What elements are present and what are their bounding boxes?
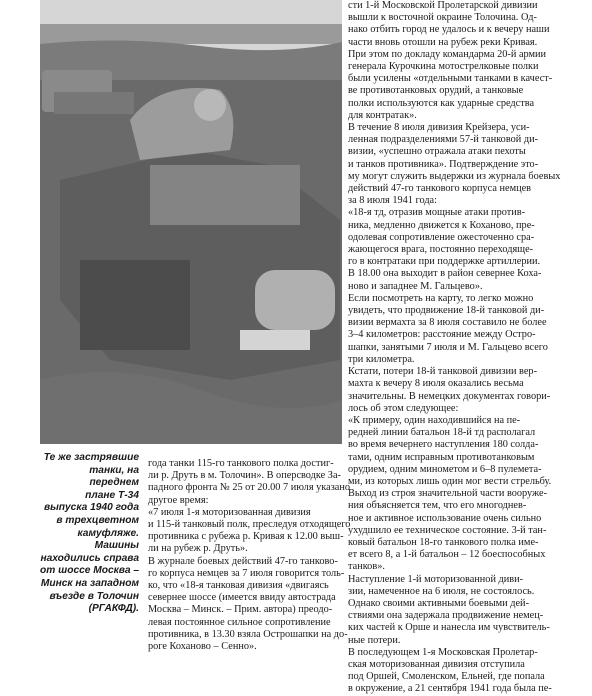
text-line: При этом по докладу командарма 20-й армии	[348, 48, 547, 60]
caption-line: камуфляже.	[77, 527, 139, 539]
text-line: зии, намеченное на 6 июля, не состоялось.	[348, 585, 535, 597]
text-line: В последующем 1-я Московская Пролетар-	[348, 646, 538, 658]
text-line: три километра.	[348, 353, 415, 365]
text-line: нако отбить город не удалось и к вечеру наши	[348, 24, 550, 36]
text-line: другое время:	[148, 494, 209, 506]
bottom-text-column	[148, 458, 351, 653]
caption-line: в трехцветном	[56, 514, 139, 526]
text-line: ново и западнее М. Гальцево».	[348, 280, 483, 292]
caption-line: Те же застрявшие	[43, 452, 139, 463]
caption-line: Машины	[94, 540, 139, 552]
text-line: левая постоянное сильное сопротивление	[148, 616, 331, 628]
right-text-column	[348, 0, 588, 696]
text-line: во время вечернего наступления 180 солда-	[348, 439, 539, 451]
text-line: ли на рубеж р. Друть».	[148, 543, 248, 555]
text-line: ве противотанковых орудий, а танковые	[348, 85, 524, 97]
text-line: действий 47-го танкового корпуса немцев	[348, 183, 532, 195]
text-line: и танков противника». Подтверждение это-	[348, 158, 539, 170]
caption-line: танки, на переднем	[89, 464, 139, 489]
caption-line: от шоссе Москва –	[40, 565, 139, 577]
text-line: ковый батальон 18-го танкового полка име-	[348, 536, 539, 548]
text-line: в окружение, а 21 сентября 1941 года была пе-	[348, 683, 552, 695]
text-line: под Оршей, Смоленском, Ельней, где попала	[348, 671, 545, 683]
text-line: генерала Курочкина мотострелковые полки	[348, 61, 539, 73]
text-line: ких частей к Орше и нанесла им чувствитель-	[348, 622, 550, 634]
caption-line: въезде в Толочин	[49, 590, 139, 602]
text-line: В 18.00 она выходит в район севернее Коха-	[348, 268, 542, 280]
text-line: падного фронта № 25 от 20.00 7 июля указано	[148, 482, 350, 494]
text-line: ухудшило ее техническое состояние. 3-й тан-	[348, 524, 547, 536]
text-line: танков».	[348, 561, 385, 573]
text-line: ми, из которых лишь один мог вести стрельбу.	[348, 475, 552, 487]
text-line: тами, одним исправным противотанковым	[348, 451, 535, 463]
text-line: визии, «успешно отражала атаки пехоты	[348, 146, 526, 158]
text-line: за 8 июля 1941 года:	[348, 195, 437, 207]
text-line: орудием, одним минометом и 6–8 пулемета-	[348, 463, 542, 475]
text-line: сти 1-й Московской Пролетарской дивизии	[348, 0, 538, 11]
text-line: для контратак».	[348, 109, 417, 121]
text-line: и 115-й танковый полк, преследуя отходящего	[148, 519, 351, 531]
text-line: ные потери.	[348, 634, 401, 646]
text-line: «18-я тд, отразив мощные атаки против-	[348, 207, 526, 219]
caption-line: находились справа	[40, 552, 139, 564]
text-line: махта к вечеру 8 июля оказались весьма	[348, 378, 524, 390]
text-line: севернее шоссе (имеется ввиду автострада	[148, 592, 336, 604]
caption-line: (РГАКФД).	[88, 603, 139, 615]
text-line: части вновь отошли на рубеж реки Кривая.	[348, 36, 538, 48]
text-line: Москва – Минск. – Прим. автора) преодо-	[148, 604, 333, 616]
text-line: ленная подразделениями 57-й танковой ди-	[348, 134, 539, 146]
text-line: Кстати, потери 18-й танковой дивизии вер-	[348, 366, 537, 378]
text-line: увидеть, что продвижение 18-й танковой ди-	[348, 305, 545, 317]
text-line: ская моторизованная дивизия отступила	[348, 658, 525, 670]
text-line: ния объясняется тем, что его многоднев-	[348, 500, 527, 512]
tank-photo-icon	[40, 0, 342, 444]
text-line: жающегося врага, постоянно переходяще-	[348, 244, 534, 256]
text-line: противника с рубежа р. Кривая к 12.00 выш-	[148, 531, 344, 543]
text-line: лось об этом следующее:	[348, 402, 459, 414]
photo-caption	[40, 452, 139, 616]
text-line: ет всего 8, а 1-й батальон – 12 боеспособных	[348, 549, 546, 561]
caption-line: Минск на западном	[40, 577, 139, 589]
text-line: роге Коханово – Сенно».	[148, 641, 257, 653]
text-line: го корпуса немцев за 7 июля говорится толь-	[148, 567, 345, 579]
text-line: шапки, занятыми 7 июля и М. Гальцево всего	[348, 341, 548, 353]
text-line: значительны. В немецких документах говори-	[348, 390, 551, 402]
text-line: противника, в 13.30 взяла Острошапки на до-	[148, 628, 348, 640]
text-line: Выход из строя значительной части вооруже-	[348, 488, 548, 500]
text-line: «К примеру, один находившийся на пе-	[348, 414, 521, 426]
text-line: го в контратаки при поддержке артиллерии.	[348, 256, 541, 268]
caption-line: выпуска 1940 года	[43, 502, 139, 514]
text-line: ко, что «18-я танковая дивизия «двигаясь	[148, 580, 329, 592]
text-line: Наступление 1-й моторизованной диви-	[348, 573, 524, 585]
text-line: были усилены «отдельными танками в качест-	[348, 73, 553, 85]
text-line: Если посмотреть на карту, то легко можно	[348, 292, 534, 304]
text-line: ника, медленно движется к Коханово, пре-	[348, 219, 535, 231]
text-line: В течение 8 июля дивизия Крейзера, уси-	[348, 122, 530, 134]
caption-line: плане Т-34	[85, 489, 139, 501]
text-line: одолевая сопротивление ожесточенно сра-	[348, 231, 535, 243]
text-line: «7 июля 1-я моторизованная дивизия	[148, 506, 311, 518]
text-line: полки используются как ударные средства	[348, 97, 535, 109]
text-line: вышли к восточной окраине Толочина. Од-	[348, 12, 537, 24]
text-line: ли р. Друть в м. Толочин». В оперсводке За-	[148, 470, 341, 482]
tank-photo	[40, 0, 342, 444]
text-line: В журнале боевых действий 47-го танково-	[148, 555, 338, 567]
text-line: года танки 115-го танкового полка достиг-	[148, 458, 334, 469]
text-line: му могут служить выдержки из журнала боевых	[348, 170, 561, 182]
text-line: ное и активное использование очень сильно	[348, 512, 542, 524]
text-line: ствиями она задержала продвижение немец-	[348, 610, 544, 622]
text-line: визии вермахта за 8 июля составило не более	[348, 317, 547, 329]
text-line: редней линии батальон 18-й тд располагал	[348, 427, 536, 439]
text-line: Однако своими активными боевыми дей-	[348, 597, 529, 609]
text-line: 3–4 километров: расстояние между Остро-	[348, 329, 536, 341]
